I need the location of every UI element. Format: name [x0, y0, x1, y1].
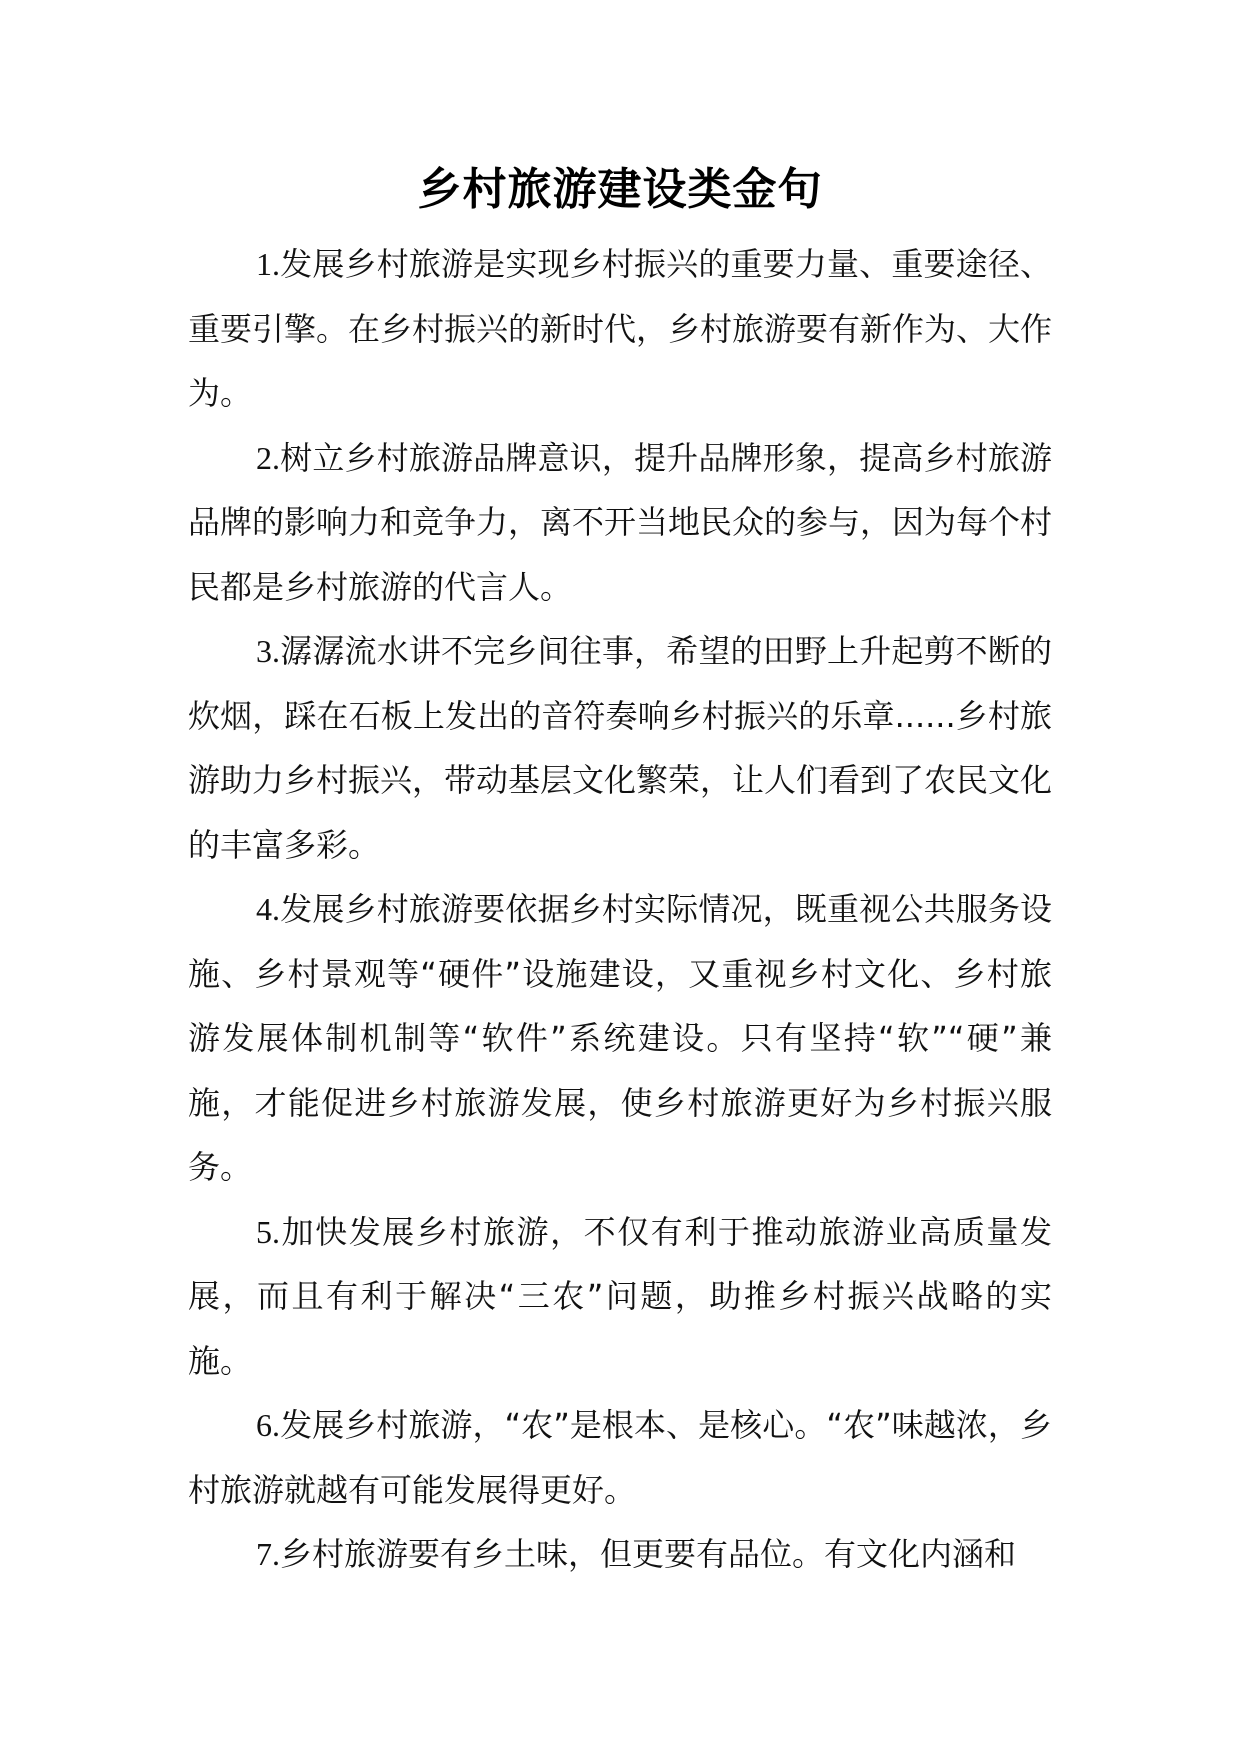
paragraph-number: 1.	[256, 246, 280, 282]
paragraph-text: 发展乡村旅游是实现乡村振兴的重要力量、重要途径、重要引擎。在乡村振兴的新时代，乡村旅游要有新作为、大作为。	[188, 245, 1053, 412]
paragraph-text: 加快发展乡村旅游，不仅有利于推动旅游业高质量发展，而且有利于解决“三农”问题，助推乡村振兴战略的实施。	[188, 1212, 1052, 1380]
paragraph-4	[188, 877, 1052, 1200]
document-body	[188, 232, 1052, 1587]
paragraph-number: 7.	[256, 1536, 280, 1572]
paragraph-text: 乡村旅游要有乡土味，但更要有品位。有文化内涵和	[280, 1535, 1017, 1573]
paragraph-2	[188, 426, 1052, 620]
paragraph-number: 3.	[256, 633, 280, 669]
paragraph-1	[188, 232, 1052, 426]
paragraph-number: 2.	[256, 439, 280, 476]
paragraph-5	[188, 1200, 1052, 1394]
paragraph-text: 发展乡村旅游，“农”是根本、是核心。“农”味越浓，乡村旅游就越有可能发展得更好。	[188, 1406, 1052, 1509]
paragraph-number: 4.	[256, 891, 280, 927]
paragraph-number: 6.	[256, 1407, 280, 1443]
paragraph-3	[188, 619, 1052, 877]
paragraph-number: 5.	[256, 1213, 280, 1250]
paragraph-text: 树立乡村旅游品牌意识，提升品牌形象，提高乡村旅游品牌的影响力和竞争力，离不开当地民众的参与，因为每个村民都是乡村旅游的代言人。	[188, 438, 1053, 606]
paragraph-text: 潺潺流水讲不完乡间往事，希望的田野上升起剪不断的炊烟，踩在石板上发出的音符奏响乡村振兴的乐章......乡村旅游助力乡村振兴，带动基层文化繁荣，让人们看到了农民文化的丰富多彩。	[188, 632, 1053, 864]
paragraph-6	[188, 1393, 1052, 1522]
document-title: 乡村旅游建设类金句	[417, 164, 823, 215]
paragraph-7	[188, 1522, 1052, 1587]
paragraph-text: 发展乡村旅游要依据乡村实际情况，既重视公共服务设施、乡村景观等“硬件”设施建设，又重视乡村文化、乡村旅游发展体制机制等“软件”系统建设。只有坚持“软”“硬”兼施，才能促进乡村旅游发展，使乡村旅游更好为乡村振兴服务。	[188, 890, 1052, 1186]
